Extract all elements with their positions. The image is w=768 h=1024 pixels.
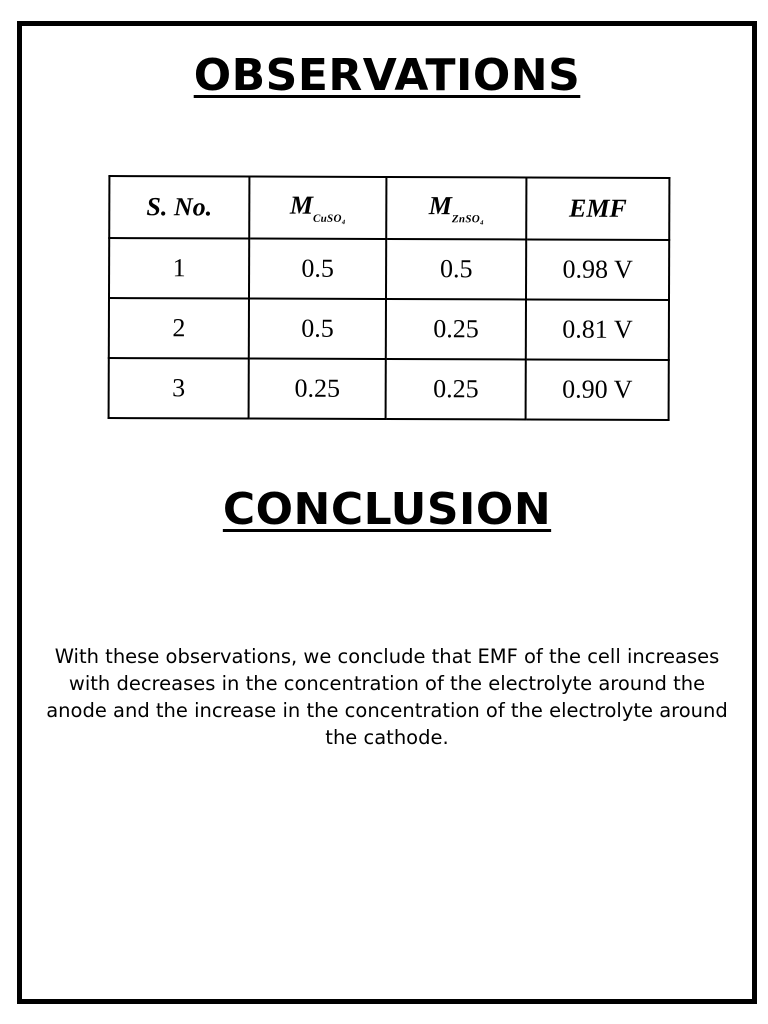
conclusion-heading-text: CONCLUSION — [222, 484, 552, 535]
header-m-cuso4 — [249, 177, 386, 239]
table-row — [109, 238, 669, 300]
cell-emf: 0.98 V — [526, 239, 669, 299]
observations-table — [108, 175, 671, 421]
header-sno: S. No. — [109, 176, 249, 238]
conclusion-paragraph: With these observations, we conclude that EMF of the cell increases with decreases in the concentration of the electrolyte around the anode and the increase in the concentration of the electrolyte around the cathode. — [46, 645, 728, 749]
header-m-znso4-sub: ZnSO₄ — [451, 213, 485, 226]
cell-m-cuso4: 0.5 — [249, 299, 386, 359]
cell-sno: 3 — [109, 358, 249, 418]
cell-emf: 0.81 V — [526, 299, 669, 359]
table-header-row — [109, 176, 669, 240]
conclusion-heading — [22, 484, 752, 535]
cell-m-cuso4: 0.5 — [249, 239, 386, 299]
header-emf: EMF — [526, 177, 669, 239]
header-m-cuso4-main: M — [289, 190, 314, 220]
cell-sno: 1 — [109, 238, 249, 298]
observations-heading-text: OBSERVATIONS — [193, 50, 581, 101]
page-frame — [17, 21, 757, 1004]
header-m-znso4-main: M — [428, 191, 452, 221]
cell-m-znso4: 0.25 — [386, 359, 526, 419]
table-row — [109, 298, 669, 360]
cell-sno: 2 — [109, 298, 249, 358]
header-m-znso4 — [386, 177, 526, 239]
header-m-cuso4-sub: CuSO₄ — [312, 212, 346, 225]
observations-heading — [22, 50, 752, 101]
cell-m-cuso4: 0.25 — [249, 359, 386, 419]
table-row — [109, 358, 669, 420]
cell-m-znso4: 0.25 — [386, 299, 526, 359]
cell-m-znso4: 0.5 — [386, 239, 526, 299]
cell-emf: 0.90 V — [526, 359, 669, 419]
